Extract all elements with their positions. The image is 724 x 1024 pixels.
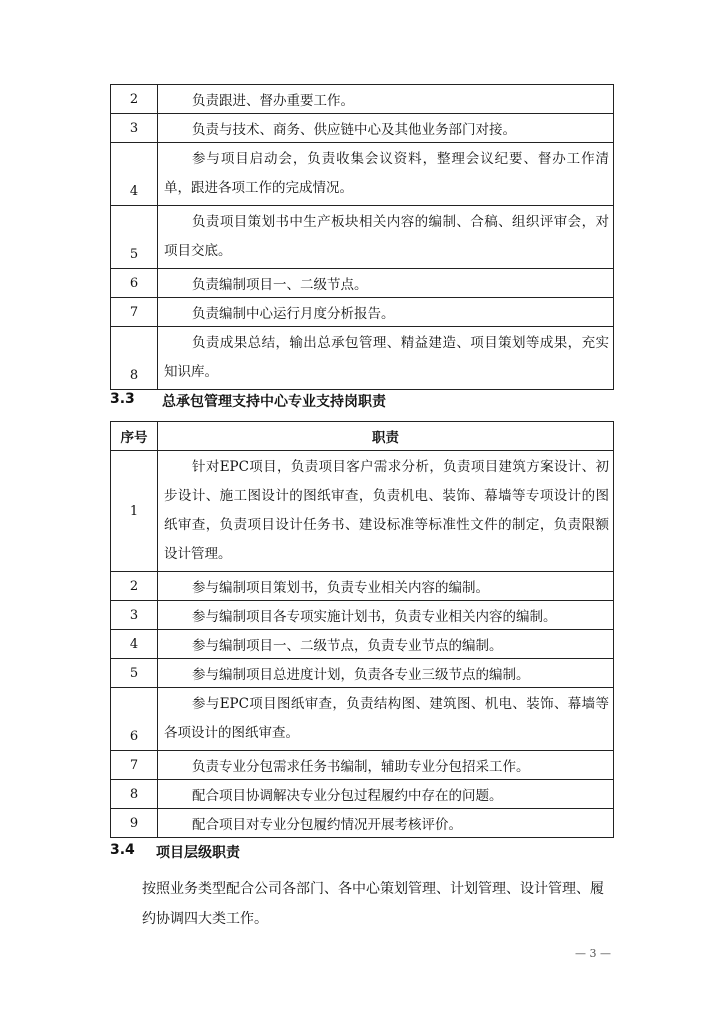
- table-row: [111, 630, 614, 659]
- table-row: [111, 572, 614, 601]
- row-duty: 参与编制项目各专项实施计划书，负责专业相关内容的编制。: [158, 601, 614, 630]
- table-row: [111, 143, 614, 206]
- body-paragraph: 按照业务类型配合公司各部门、各中心策划管理、计划管理、设计管理、履约协调四大类工作。: [142, 881, 604, 927]
- table-header-row: [111, 422, 614, 451]
- section-number: 3.3: [110, 391, 135, 407]
- row-number: 8: [111, 780, 158, 809]
- row-number: 2: [111, 85, 158, 114]
- table-row: [111, 451, 614, 572]
- table-row: [111, 85, 614, 114]
- table-row: [111, 114, 614, 143]
- row-duty: 参与EPC项目图纸审查，负责结构图、建筑图、机电、装饰、幕墙等各项设计的图纸审查。: [158, 688, 614, 751]
- row-duty: 负责跟进、督办重要工作。: [158, 85, 614, 114]
- table-row: [111, 327, 614, 390]
- row-number: 6: [111, 688, 158, 751]
- row-number: 7: [111, 298, 158, 327]
- row-duty: 负责项目策划书中生产板块相关内容的编制、合稿、组织评审会，对项目交底。: [158, 206, 614, 269]
- row-number: 3: [111, 601, 158, 630]
- table-row: [111, 298, 614, 327]
- row-duty: 负责与技术、商务、供应链中心及其他业务部门对接。: [158, 114, 614, 143]
- row-number: 6: [111, 269, 158, 298]
- row-number: 4: [111, 630, 158, 659]
- column-header-number: 序号: [111, 422, 158, 451]
- responsibility-table-1: [110, 84, 614, 390]
- row-duty: 负责专业分包需求任务书编制，辅助专业分包招采工作。: [158, 751, 614, 780]
- table-row: [111, 751, 614, 780]
- row-duty: 配合项目协调解决专业分包过程履约中存在的问题。: [158, 780, 614, 809]
- row-duty: 负责编制项目一、二级节点。: [158, 269, 614, 298]
- row-duty: 参与编制项目策划书，负责专业相关内容的编制。: [158, 572, 614, 601]
- section-number: 3.4: [110, 842, 135, 858]
- row-number: 1: [111, 451, 158, 572]
- row-number: 4: [111, 143, 158, 206]
- row-duty: 针对EPC项目，负责项目客户需求分析，负责项目建筑方案设计、初步设计、施工图设计的图纸审查，负责机电、装饰、幕墙等专项设计的图纸审查，负责项目设计任务书、建设标准等标准性文件的制定，负责限额设计管理。: [158, 451, 614, 572]
- responsibility-table-2: [110, 421, 614, 838]
- row-number: 8: [111, 327, 158, 390]
- table-row: [111, 206, 614, 269]
- page-number: — 3 —: [575, 947, 611, 960]
- row-duty: 负责编制中心运行月度分析报告。: [158, 298, 614, 327]
- row-duty: 参与编制项目一、二级节点，负责专业节点的编制。: [158, 630, 614, 659]
- row-number: 3: [111, 114, 158, 143]
- row-number: 7: [111, 751, 158, 780]
- section-title: 总承包管理支持中心专业支持岗职责: [162, 394, 386, 410]
- section-heading-3-3: [110, 391, 510, 411]
- table-row: [111, 688, 614, 751]
- column-header-duty: 职责: [158, 422, 614, 451]
- table-row: [111, 601, 614, 630]
- row-duty: 参与项目启动会，负责收集会议资料，整理会议纪要、督办工作清单，跟进各项工作的完成情况。: [158, 143, 614, 206]
- row-number: 5: [111, 659, 158, 688]
- row-duty: 配合项目对专业分包履约情况开展考核评价。: [158, 809, 614, 838]
- table-row: [111, 269, 614, 298]
- row-number: 2: [111, 572, 158, 601]
- row-duty: 参与编制项目总进度计划，负责各专业三级节点的编制。: [158, 659, 614, 688]
- section-heading-3-4: [110, 842, 510, 862]
- row-duty: 负责成果总结，输出总承包管理、精益建造、项目策划等成果，充实知识库。: [158, 327, 614, 390]
- table-row: [111, 809, 614, 838]
- section-title: 项目层级职责: [156, 845, 240, 861]
- table-row: [111, 659, 614, 688]
- row-number: 5: [111, 206, 158, 269]
- table-row: [111, 780, 614, 809]
- row-number: 9: [111, 809, 158, 838]
